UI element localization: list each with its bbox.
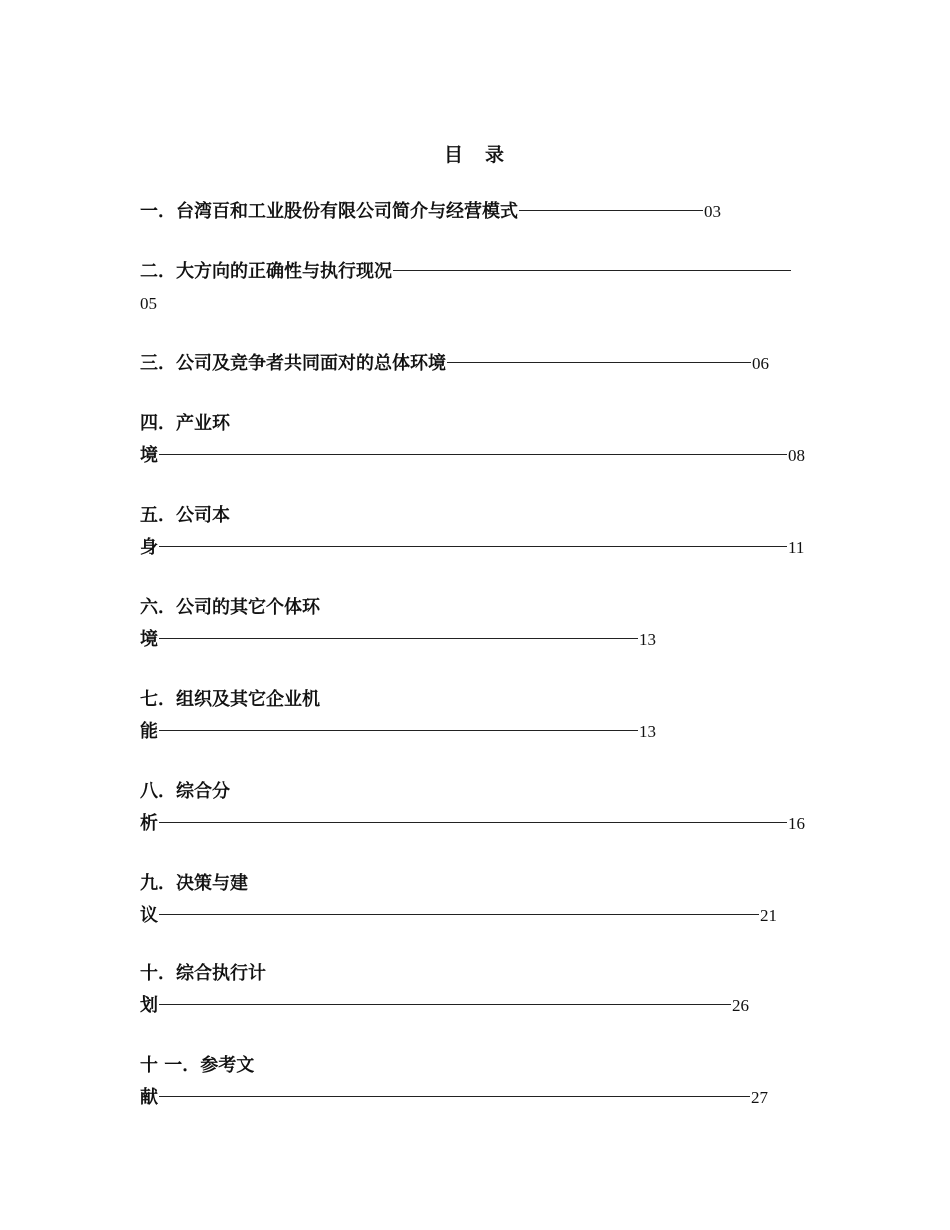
- toc-entry-8-cont: [140, 813, 805, 835]
- leader-dashes: [159, 730, 638, 731]
- toc-entry-title-cont: 能: [140, 721, 158, 742]
- toc-entry-page: 03: [704, 202, 721, 221]
- toc-entry-page: 13: [639, 630, 656, 649]
- toc-entry-9: [140, 873, 248, 895]
- toc-entry-prefix: 六．: [140, 597, 176, 618]
- toc-entry-title: 公司及竞争者共同面对的总体环境: [176, 353, 446, 374]
- leader-dashes: [159, 822, 787, 823]
- toc-entry-title: 公司的其它个体环: [176, 597, 320, 618]
- toc-entry-title-cont: 境: [140, 629, 158, 650]
- toc-entry-prefix: 七．: [140, 689, 176, 710]
- toc-entry-1: [140, 201, 721, 223]
- leader-dashes: [159, 1096, 750, 1097]
- toc-entry-title-cont: 析: [140, 813, 158, 834]
- toc-entry-prefix: 八．: [140, 781, 176, 802]
- toc-entry-4-cont: [140, 445, 805, 467]
- toc-entry-title: 台湾百和工业股份有限公司简介与经营模式: [176, 201, 518, 222]
- toc-entry-prefix: 二．: [140, 261, 176, 282]
- toc-entry-11-cont: [140, 1087, 768, 1109]
- toc-entry-title: 综合执行计: [176, 963, 266, 984]
- toc-entry-title: 决策与建: [176, 873, 248, 894]
- toc-entry-title-cont: 议: [140, 905, 158, 926]
- toc-entry-page: 08: [788, 446, 805, 465]
- toc-entry-11: [140, 1055, 254, 1077]
- toc-entry-title: 综合分: [176, 781, 230, 802]
- toc-title-part1: 目: [443, 144, 465, 166]
- toc-entry-page: 26: [732, 996, 749, 1015]
- toc-entry-page: 05: [140, 294, 157, 313]
- toc-entry-prefix: 十 一．: [140, 1055, 201, 1076]
- toc-entry-3: [140, 353, 769, 375]
- toc-entry-title-cont: 境: [140, 445, 158, 466]
- toc-entry-5: [140, 505, 230, 527]
- toc-entry-2: [140, 261, 792, 283]
- toc-entry-5-cont: [140, 537, 804, 559]
- toc-entry-2-page-line: [140, 293, 157, 315]
- leader-dashes: [159, 454, 787, 455]
- toc-entry-page: 21: [760, 906, 777, 925]
- toc-entry-4: [140, 413, 230, 435]
- toc-title-part2: 录: [485, 144, 507, 166]
- toc-entry-10-cont: [140, 995, 749, 1017]
- leader-dashes: [393, 270, 791, 271]
- toc-entry-prefix: 三．: [140, 353, 176, 374]
- toc-entry-title: 大方向的正确性与执行现况: [176, 261, 392, 282]
- toc-entry-9-cont: [140, 905, 777, 927]
- toc-entry-8: [140, 781, 230, 803]
- toc-entry-10: [140, 963, 266, 985]
- toc-entry-page: 16: [788, 814, 805, 833]
- toc-entry-7: [140, 689, 320, 711]
- toc-entry-7-cont: [140, 721, 656, 743]
- toc-entry-title: 公司本: [176, 505, 230, 526]
- leader-dashes: [159, 638, 638, 639]
- toc-entry-prefix: 一．: [140, 201, 176, 222]
- toc-entry-page: 27: [751, 1088, 768, 1107]
- toc-entry-title: 组织及其它企业机: [176, 689, 320, 710]
- toc-entry-prefix: 五．: [140, 505, 176, 526]
- toc-entry-page: 11: [788, 538, 805, 557]
- toc-entry-title-cont: 献: [140, 1087, 158, 1108]
- leader-dashes: [447, 362, 751, 363]
- toc-entry-prefix: 九．: [140, 873, 176, 894]
- leader-dashes: [519, 210, 703, 211]
- toc-entry-title: 参考文: [200, 1055, 255, 1076]
- toc-entry-page: 13: [639, 722, 656, 741]
- toc-entry-title-cont: 身: [140, 537, 158, 558]
- leader-dashes: [159, 546, 787, 547]
- toc-entry-prefix: 四．: [140, 413, 176, 434]
- toc-title: [0, 140, 950, 167]
- toc-entry-6-cont: [140, 629, 656, 651]
- toc-entry-prefix: 十．: [140, 963, 176, 984]
- toc-entry-6: [140, 597, 320, 619]
- toc-entry-page: 06: [752, 354, 769, 373]
- toc-entry-title-cont: 划: [140, 995, 158, 1016]
- leader-dashes: [159, 914, 759, 915]
- toc-entry-title: 产业环: [176, 413, 230, 434]
- leader-dashes: [159, 1004, 731, 1005]
